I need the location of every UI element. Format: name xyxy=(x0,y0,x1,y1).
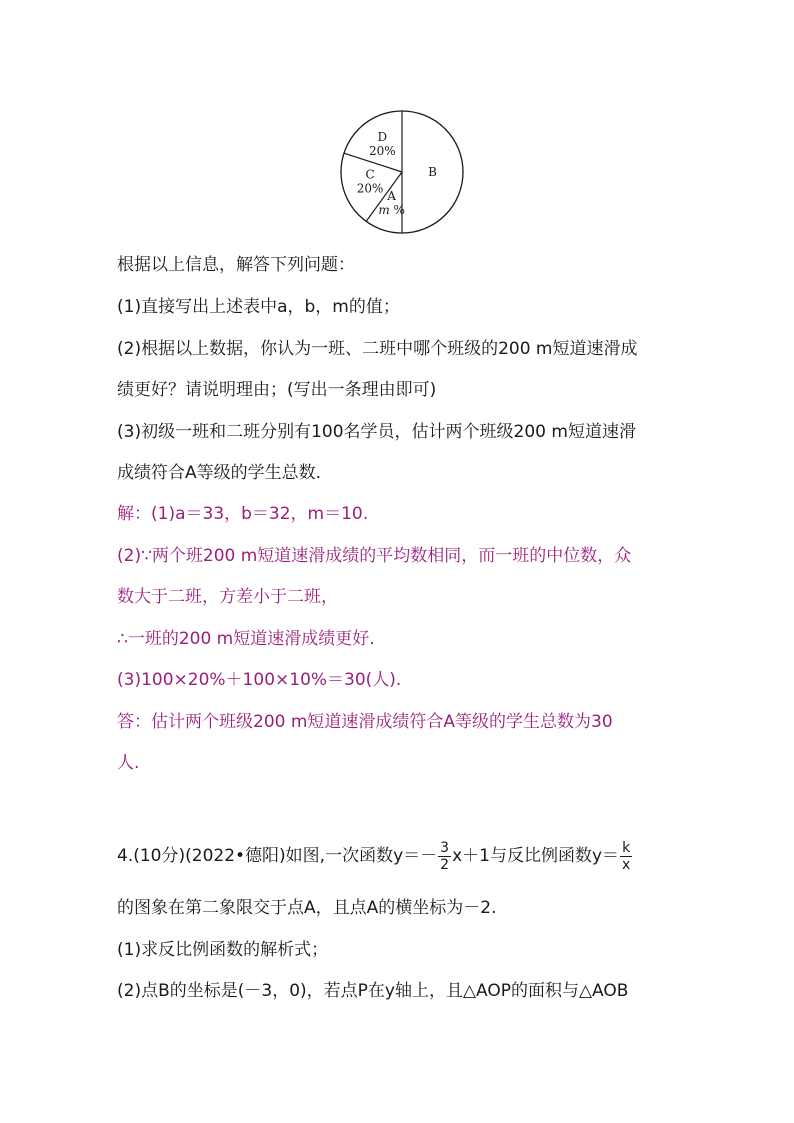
question-2-line-1: (2)根据以上数据，你认为一班、二班中哪个班级的200 m短道速滑成 xyxy=(117,339,638,359)
question-2-line-2: 绩更好？请说明理由；(写出一条理由即可) xyxy=(117,380,437,400)
question-3-line-1: (3)初级一班和二班分别有100名学员，估计两个班级200 m短道速滑 xyxy=(117,422,636,442)
answer-1: 解：(1)a＝33，b＝32，m＝10. xyxy=(117,504,369,524)
fraction-numerator: 3 xyxy=(440,839,450,856)
pie-slice-value-label: 20% xyxy=(356,181,384,196)
answer-2-line-2: 数大于二班，方差小于二班， xyxy=(117,587,338,607)
answer-2-line-1: (2)∵两个班200 m短道速滑成绩的平均数相同，而一班的中位数，众 xyxy=(117,546,632,566)
answer-3: (3)100×20%＋100×10%＝30(人). xyxy=(117,670,402,690)
pie-chart-svg xyxy=(338,108,468,238)
pie-slice-value-label: 20% xyxy=(368,143,396,158)
question-1: (1)直接写出上述表中a，b，m的值； xyxy=(117,297,400,317)
problem-4-prefix: 4.(10分)(2022•德阳)如图,一次函数y＝－ xyxy=(117,846,438,866)
problem-4-question-2: (2)点B的坐标是(－3，0)，若点P在y轴上，且△AOP的面积与△AOB xyxy=(117,981,629,1001)
fraction-numerator: k xyxy=(620,840,632,857)
conclusion-line-2: 人. xyxy=(117,753,140,773)
questions-intro: 根据以上信息，解答下列问题： xyxy=(117,255,355,275)
problem-4-line-1 xyxy=(117,838,687,874)
fraction-denominator: x xyxy=(622,856,631,873)
pie-chart xyxy=(338,108,468,238)
pie-slice-label: D xyxy=(377,129,388,144)
fraction-denominator: 2 xyxy=(440,856,450,873)
problem-4-question-1: (1)求反比例函数的解析式； xyxy=(117,940,329,960)
pie-slice-value-label: m % xyxy=(378,202,405,217)
pie-slice-label: C xyxy=(365,167,375,182)
conclusion-line-1: 答：估计两个班级200 m短道速滑成绩符合A等级的学生总数为30 xyxy=(117,712,613,732)
fraction-k-over-x xyxy=(620,840,632,873)
question-3-line-2: 成绩符合A等级的学生总数. xyxy=(117,463,322,483)
problem-4-middle: x＋1与反比例函数y＝ xyxy=(452,846,619,866)
fraction-three-halves xyxy=(438,840,451,873)
pie-slice-label: A xyxy=(387,188,396,203)
answer-2-line-3: ∴一班的200 m短道速滑成绩更好. xyxy=(117,629,375,649)
pie-slice-label: B xyxy=(428,165,437,179)
problem-4-line-2: 的图象在第二象限交于点A，且点A的横坐标为－2. xyxy=(117,898,497,918)
